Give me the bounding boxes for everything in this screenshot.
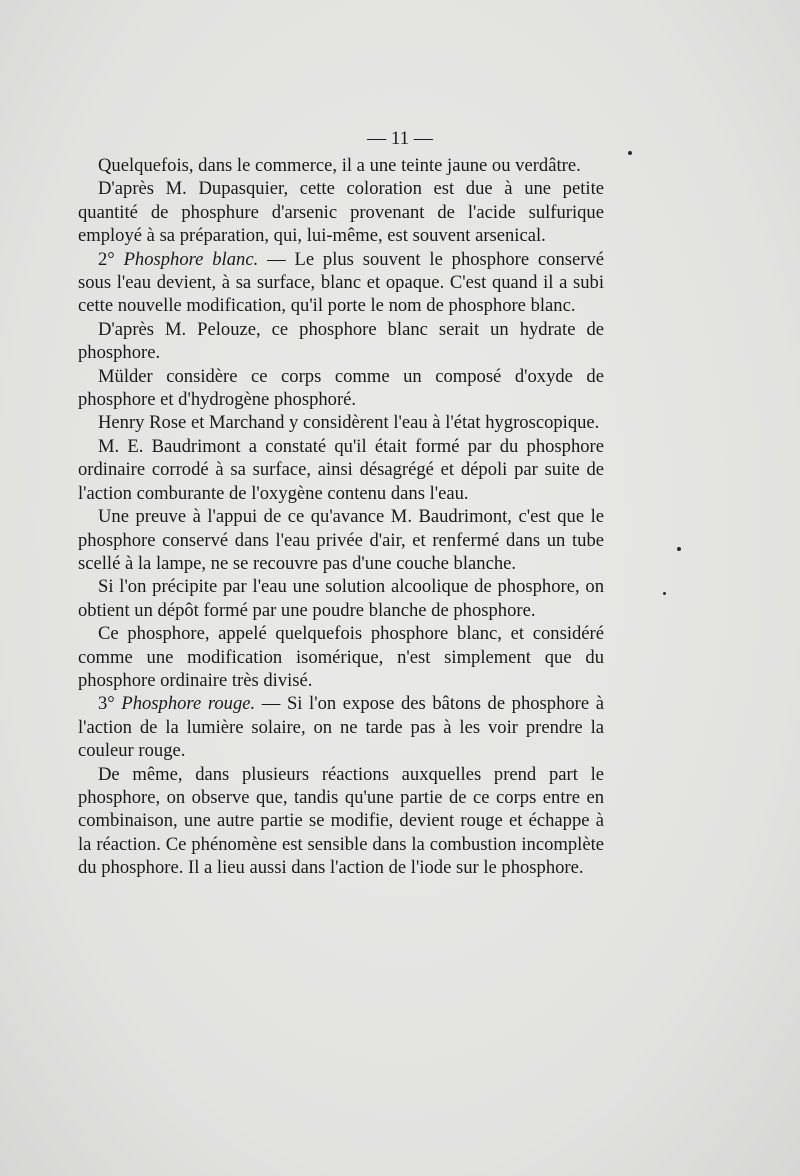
paragraph-2: D'après M. Dupasquier, cette coloration est due à une petite quantité de phosphure d'arsenic provenant de l'acide sulfurique employé à sa préparation, qui, lui-même, est souvent arsenical. [78,178,604,247]
section-heading-phosphore-rouge: Phosphore rouge. [121,693,256,715]
paragraph-7: M. E. Baudrimont a constaté qu'il était formé par du phosphore ordinaire corrodé à sa surface, ainsi désagrégé et dépoli par suite de l'action comburante de l'oxygène contenu dans l'eau. [78,435,604,504]
paragraph-3 [78,248,604,318]
body-text [78,154,604,880]
section-number: 3° [98,693,115,715]
paragraph-9: Si l'on précipite par l'eau une solution alcoolique de phosphore, on obtient un dépôt formé par une poudre blanche de phosphore. [78,576,604,621]
paragraph-11 [78,692,604,762]
ink-speck [663,592,666,595]
paragraph-11-text: — Si l'on expose des bâtons de phosphore à l'action de la lumière solaire, on ne tarde pas à les voir prendre la couleur rouge. [78,693,604,762]
paragraph-1: Quelquefois, dans le commerce, il a une teinte jaune ou verdâtre. [98,155,581,176]
paragraph-3-text: — Le plus souvent le phosphore conservé sous l'eau devient, à sa surface, blanc et opaque. C'est quand il a subi cette nouvelle modification, qu'il porte le nom de phosphore blanc. [78,248,605,317]
section-number: 2° [98,248,115,270]
paragraph-8: Une preuve à l'appui de ce qu'avance M. Baudrimont, c'est que le phosphore conservé dans l'eau privée d'air, et renfermé dans un tube scellé à la lampe, ne se recouvre pas d'une couche blanche. [78,506,604,574]
paragraph-4: D'après M. Pelouze, ce phosphore blanc serait un hydrate de phosphore. [78,318,604,364]
paragraph-6: Henry Rose et Marchand y considèrent l'eau à l'état hygroscopique. [98,412,600,434]
ink-speck [628,151,632,155]
ink-speck [677,547,681,551]
paragraph-10: Ce phosphore, appelé quelquefois phosphore blanc, et considéré comme une modification isomérique, n'est simplement que du phosphore ordinaire très divisé. [78,623,604,691]
paragraph-12: De même, dans plusieurs réactions auxquelles prend part le phosphore, on observe que, tandis qu'une partie de ce corps entre en combinaison, une autre partie se modifie, devient rouge et échappe à la réaction. Ce phénomène est sensible dans la combustion incomplète du phosphore. Il a lieu aussi dans l'action de l'iode sur le phosphore. [78,763,604,879]
page-number: — 11 — [367,128,433,149]
paragraph-5: Mülder considère ce corps comme un composé d'oxyde de phosphore et d'hydrogène phosphoré. [78,365,604,411]
section-heading-phosphore-blanc: Phosphore blanc. [123,248,259,270]
